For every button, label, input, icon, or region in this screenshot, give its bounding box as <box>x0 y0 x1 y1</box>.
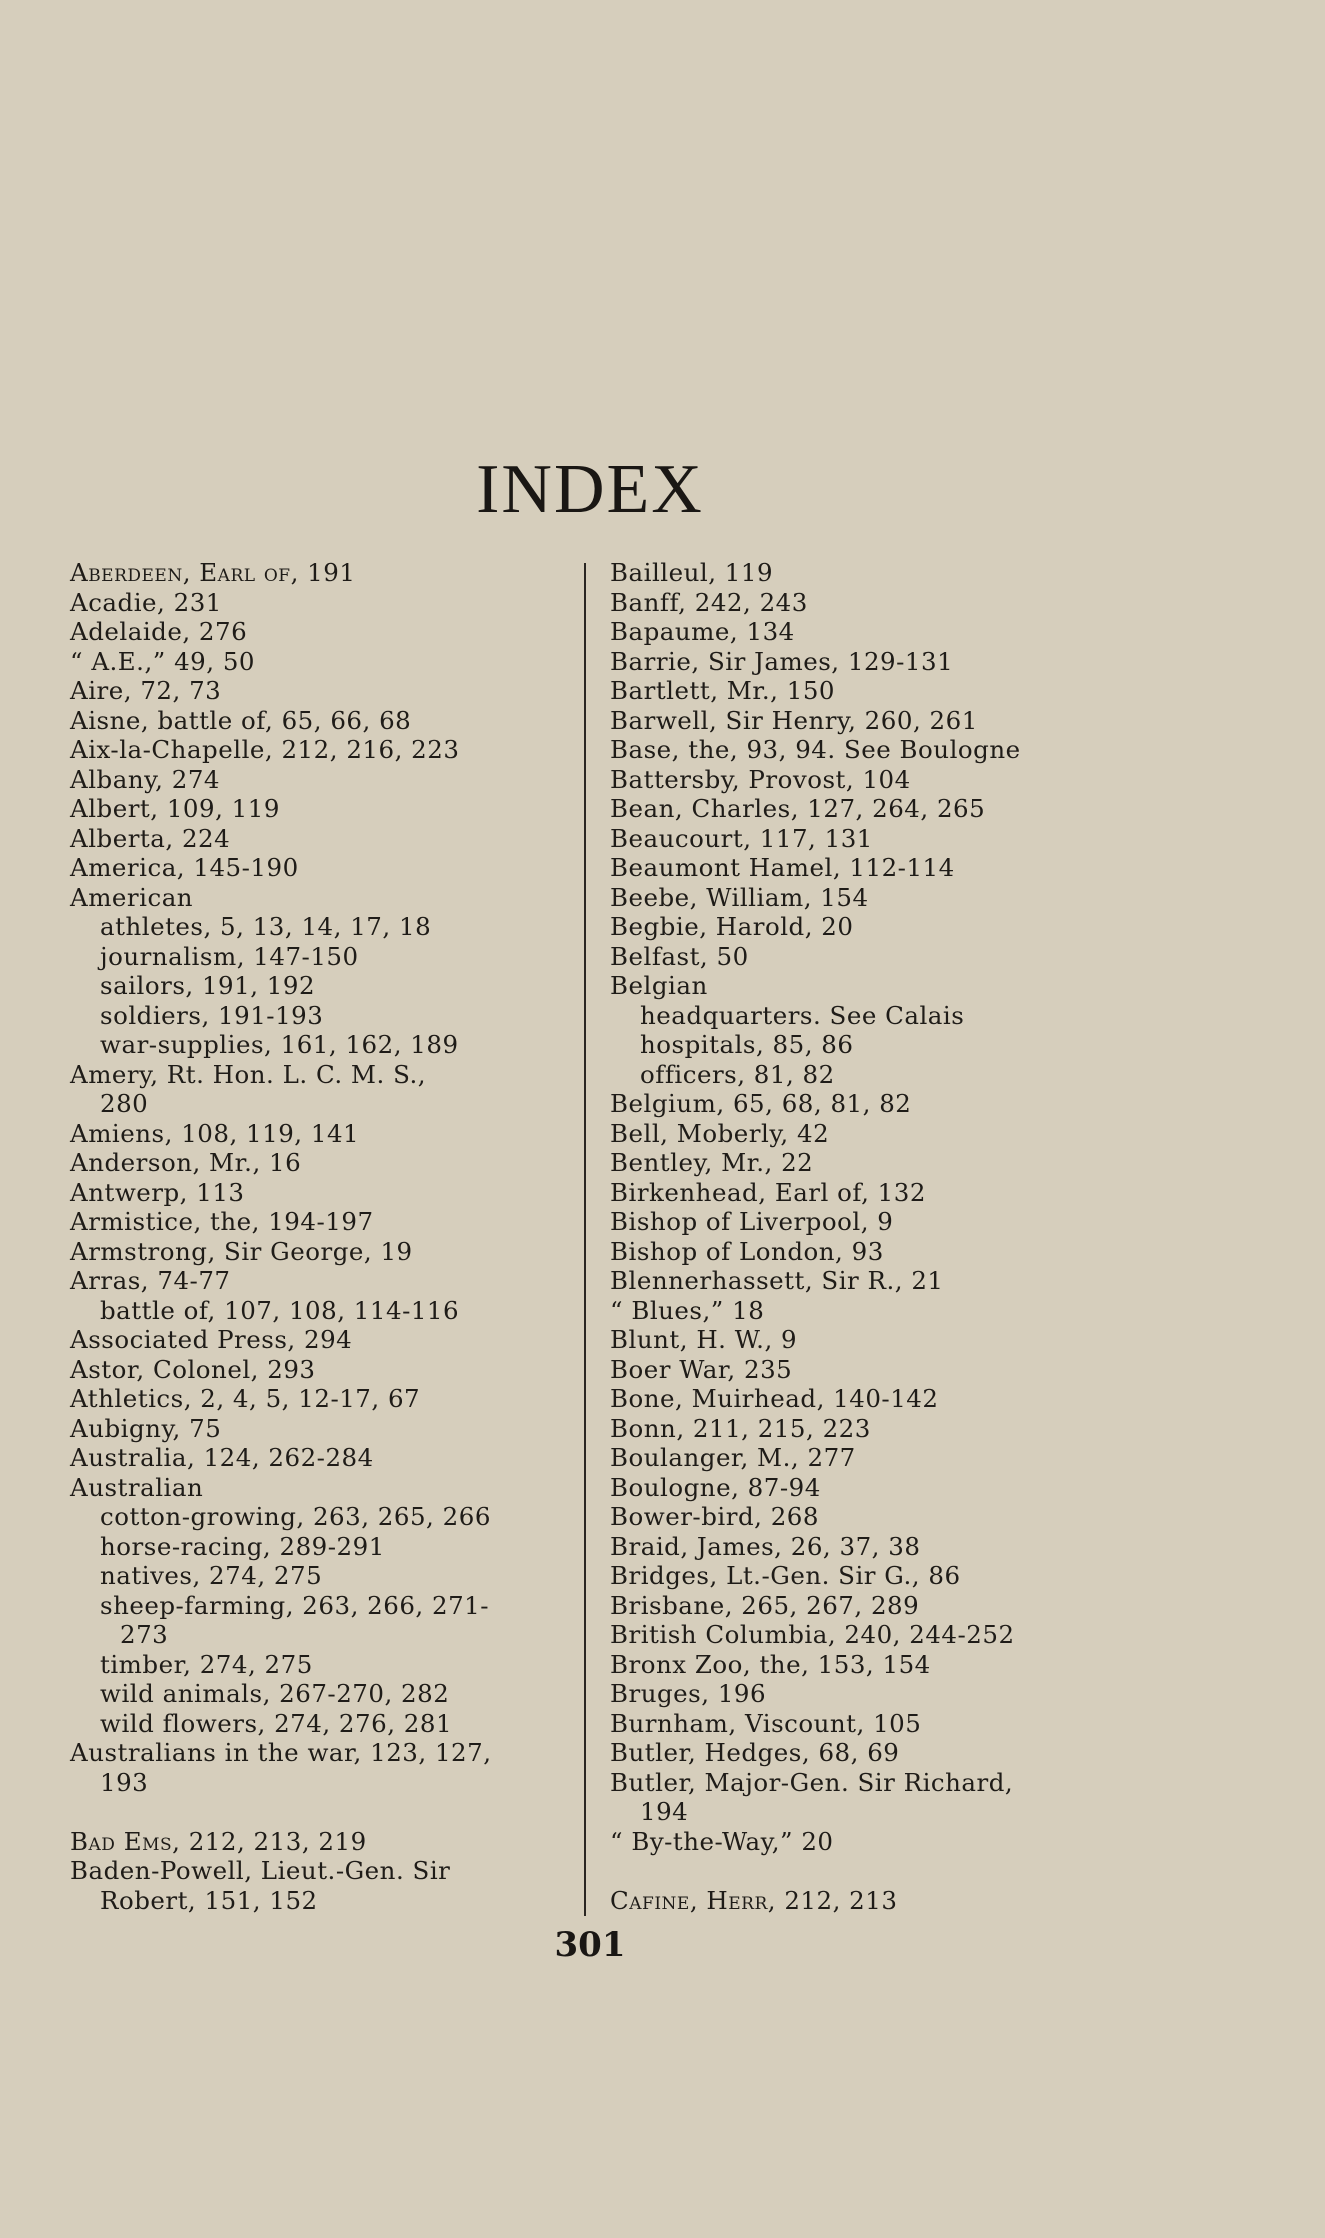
index-entry: Blunt, H. W., 9 <box>610 1325 798 1354</box>
index-entry: Australia, 124, 262-284 <box>70 1443 374 1472</box>
index-entry: “ Blues,” 18 <box>610 1295 765 1325</box>
index-entry: Acadie, 231 <box>70 587 222 617</box>
index-entry: officers, 81, 82 <box>640 1059 835 1089</box>
index-column-left <box>70 558 570 1915</box>
index-entry: Amiens, 108, 119, 141 <box>70 1118 360 1148</box>
index-entry: America, 145-190 <box>70 853 299 882</box>
index-entry: Base, the, 93, 94. See Boulogne <box>610 735 1021 764</box>
index-entry: British Columbia, 240, 244-252 <box>610 1620 1015 1649</box>
index-entry: 273 <box>120 1620 169 1649</box>
index-entry: 280 <box>100 1089 149 1118</box>
page-number: 301 <box>554 1925 626 1965</box>
index-column-right <box>610 558 1120 1915</box>
index-entry: Begbie, Harold, 20 <box>610 912 854 941</box>
index-entry: “ By-the-Way,” 20 <box>610 1826 834 1856</box>
blank-line <box>610 1856 1120 1886</box>
index-entry: Associated Press, 294 <box>70 1325 353 1354</box>
index-entry: athletes, 5, 13, 14, 17, 18 <box>100 912 432 941</box>
index-entry: Burnham, Viscount, 105 <box>610 1708 922 1738</box>
index-entry: Bronx Zoo, the, 153, 154 <box>610 1649 931 1679</box>
index-entry: Bridges, Lt.-Gen. Sir G., 86 <box>610 1561 961 1590</box>
index-entry: Brisbane, 265, 267, 289 <box>610 1590 920 1620</box>
index-entry: Boulogne, 87-94 <box>610 1472 821 1502</box>
index-entry: Beebe, William, 154 <box>610 882 869 912</box>
index-entry: Bower-bird, 268 <box>610 1502 819 1531</box>
index-entry: soldiers, 191-193 <box>100 1000 324 1030</box>
index-entry: headquarters. See Calais <box>640 1000 965 1030</box>
index-entry: Aix-la-Chapelle, 212, 216, 223 <box>70 735 460 764</box>
index-entry: Barwell, Sir Henry, 260, 261 <box>610 705 978 735</box>
index-entry: Cafine, Herr, 212, 213 <box>610 1885 898 1915</box>
index-entry: Bartlett, Mr., 150 <box>610 676 836 705</box>
page-title: INDEX <box>476 451 704 528</box>
index-entry: Australian <box>70 1472 204 1502</box>
index-entry: “ A.E.,” 49, 50 <box>70 646 255 676</box>
index-entry: Boer War, 235 <box>610 1354 793 1384</box>
index-entry: battle of, 107, 108, 114-116 <box>100 1295 460 1325</box>
index-entry: Athletics, 2, 4, 5, 12-17, 67 <box>70 1384 421 1413</box>
index-entry: Aberdeen, Earl of, 191 <box>70 558 356 587</box>
index-entry: wild animals, 267-270, 282 <box>100 1679 450 1708</box>
index-entry: Aubigny, 75 <box>70 1413 222 1443</box>
index-entry: Arras, 74-77 <box>70 1266 231 1295</box>
index-entry: Birkenhead, Earl of, 132 <box>610 1177 926 1207</box>
index-entry: Bailleul, 119 <box>610 558 774 587</box>
index-entry: sheep-farming, 263, 266, 271- <box>100 1590 490 1620</box>
index-entry: Blennerhassett, Sir R., 21 <box>610 1266 944 1295</box>
column-divider <box>584 563 586 1916</box>
index-entry: Belgian <box>610 971 708 1000</box>
index-entry: Barrie, Sir James, 129-131 <box>610 646 954 676</box>
index-entry: cotton-growing, 263, 265, 266 <box>100 1502 491 1531</box>
index-entry: Alberta, 224 <box>70 823 231 853</box>
index-entry: Bentley, Mr., 22 <box>610 1148 814 1177</box>
index-entry: Baden-Powell, Lieut.-Gen. Sir <box>70 1856 451 1885</box>
index-entry: Aisne, battle of, 65, 66, 68 <box>70 705 412 735</box>
index-entry: Bishop of London, 93 <box>610 1236 884 1266</box>
index-entry: Bad Ems, 212, 213, 219 <box>70 1826 367 1856</box>
index-entry: Bapaume, 134 <box>610 617 795 646</box>
index-entry: journalism, 147-150 <box>100 941 359 971</box>
index-entry: wild flowers, 274, 276, 281 <box>100 1708 453 1738</box>
index-entry: Bone, Muirhead, 140-142 <box>610 1384 939 1413</box>
index-entry: 194 <box>640 1797 689 1826</box>
index-entry: Astor, Colonel, 293 <box>70 1354 316 1384</box>
index-entry: Boulanger, M., 277 <box>610 1443 856 1472</box>
index-entry: Butler, Major-Gen. Sir Richard, <box>610 1767 1014 1797</box>
index-entry: Bruges, 196 <box>610 1679 767 1708</box>
index-entry: Armistice, the, 194-197 <box>70 1207 374 1236</box>
index-entry: Butler, Hedges, 68, 69 <box>610 1738 900 1767</box>
index-entry: Antwerp, 113 <box>70 1177 245 1207</box>
index-entry: Banff, 242, 243 <box>610 587 808 617</box>
index-entry: Amery, Rt. Hon. L. C. M. S., <box>70 1059 427 1089</box>
index-entry: timber, 274, 275 <box>100 1649 313 1679</box>
index-entry: Bell, Moberly, 42 <box>610 1118 830 1148</box>
index-entry: natives, 274, 275 <box>100 1561 323 1590</box>
index-entry: sailors, 191, 192 <box>100 971 316 1000</box>
index-entry: Aire, 72, 73 <box>70 676 222 705</box>
index-entry: hospitals, 85, 86 <box>640 1030 854 1059</box>
blank-line <box>70 1797 570 1827</box>
index-entry: Belfast, 50 <box>610 941 749 971</box>
index-entry: Albert, 109, 119 <box>70 794 280 823</box>
index-entry: Australians in the war, 123, 127, <box>70 1738 492 1767</box>
index-entry: Beaumont Hamel, 112-114 <box>610 853 955 882</box>
index-entry: Battersby, Provost, 104 <box>610 764 911 794</box>
index-entry: Albany, 274 <box>70 764 221 794</box>
index-entry: Bean, Charles, 127, 264, 265 <box>610 794 986 823</box>
index-entry: 193 <box>100 1767 149 1797</box>
index-entry: Braid, James, 26, 37, 38 <box>610 1531 921 1561</box>
index-entry: Bishop of Liverpool, 9 <box>610 1207 894 1236</box>
index-entry: Anderson, Mr., 16 <box>70 1148 302 1177</box>
index-entry: Belgium, 65, 68, 81, 82 <box>610 1089 912 1118</box>
index-entry: Adelaide, 276 <box>70 617 248 646</box>
index-entry: Robert, 151, 152 <box>100 1885 318 1915</box>
index-entry: war-supplies, 161, 162, 189 <box>100 1030 459 1059</box>
index-entry: Beaucourt, 117, 131 <box>610 823 873 853</box>
index-entry: Bonn, 211, 215, 223 <box>610 1413 871 1443</box>
index-entry: horse-racing, 289-291 <box>100 1531 385 1561</box>
index-entry: American <box>70 882 194 912</box>
index-entry: Armstrong, Sir George, 19 <box>70 1236 413 1266</box>
